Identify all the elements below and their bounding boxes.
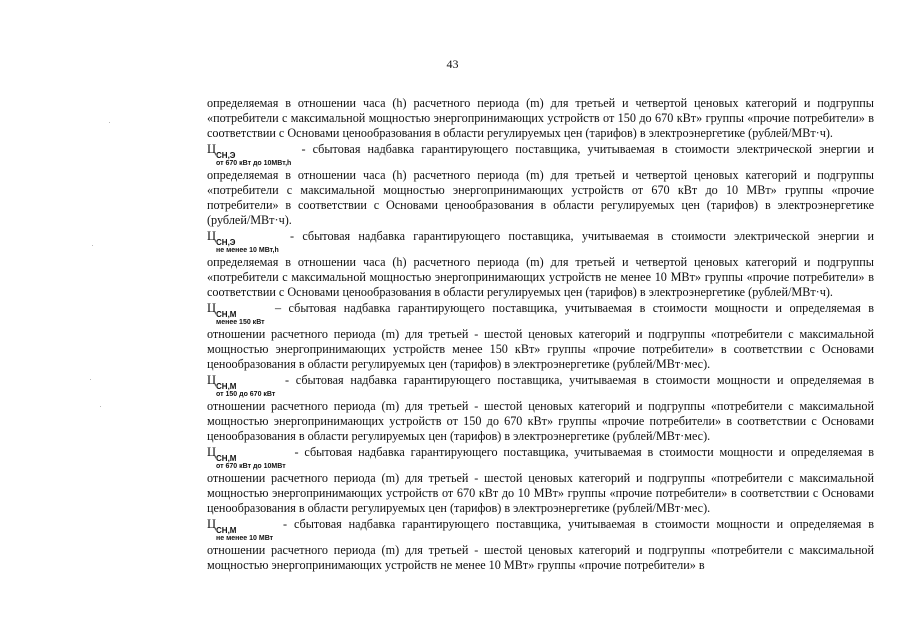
scan-speck [100,406,101,407]
formula-symbol [207,373,275,399]
symbol-superscript: СН,М [216,382,237,391]
symbol-superscript: СН,М [216,526,237,535]
symbol-subscript: от 670 кВт до 10МВт [216,463,286,470]
scan-speck [92,245,93,246]
paragraph-text: - сбытовая надбавка гарантирующего поставщика, учитываемая в стоимости мощности и определяемая в отношении расчетного периода (m) для третьей - шестой ценовых категорий и подгруппы «потребители с максимальной мощностью энергопринимающих устройств от 670 кВт до 10 МВт» группы «прочие потребители» в соответствии с Основами ценообразования в области регулируемых цен (тарифов) в электроэнергетике (рублей/МВт·мес). [207,445,875,515]
formula-symbol [207,445,286,471]
paragraph [207,142,874,228]
paragraph-text: - сбытовая надбавка гарантирующего поставщика, учитываемая в стоимости мощности и определяемая в отношении расчетного периода (m) для третьей - шестой ценовых категорий и подгруппы «потребители с максимальной мощностью энергопринимающих устройств не менее 10 МВт» группы «прочие потребители» в [207,517,875,572]
document-body [207,96,874,574]
paragraph [207,96,874,141]
symbol-base: Ц [207,373,217,387]
page-number: 43 [446,57,459,71]
paragraph-text: - сбытовая надбавка гарантирующего поставщика, учитываемая в стоимости мощности и определяемая в отношении расчетного периода (m) для третьей - шестой ценовых категорий и подгруппы «потребители с максимальной мощностью энергопринимающих устройств от 150 до 670 кВт» группы «прочие потребители» в соответствии с Основами ценообразования в области регулируемых цен (тарифов) в электроэнергетике (рублей/МВт·мес). [207,373,875,443]
symbol-superscript: СН,М [216,454,237,463]
formula-symbol [207,301,265,327]
formula-symbol [207,517,273,543]
symbol-subscript: от 670 кВт до 10МВт,h [216,160,292,167]
paragraph [207,517,874,573]
symbol-superscript: СН,Э [216,151,236,160]
paragraph-text: - сбытовая надбавка гарантирующего поставщика, учитываемая в стоимости электрической энергии и определяемая в отношении часа (h) расчетного периода (m) для третьей и четвертой ценовых категорий и подгруппы «потребители с максимальной мощностью энергопринимающих устройств от 670 кВт до 10 МВт» группы «прочие потребители» в соответствии с Основами ценообразования в области регулируемых цен (тарифов) в электроэнергетике (рублей/МВт·ч). [207,142,875,227]
scan-speck [90,379,91,380]
paragraph-text: определяемая в отношении часа (h) расчетного периода (m) для третьей и четвертой ценовых категорий и подгруппы «потребители с максимальной мощностью энергопринимающих устройств от 150 до 670 кВт» группы «прочие потребители» в соответствии с Основами ценообразования в области регулируемых цен (тарифов) в электроэнергетике (рублей/МВт·ч). [207,96,874,140]
scan-speck [109,122,110,123]
symbol-subscript: не менее 10 МВт [216,535,274,542]
symbol-superscript: СН,Э [216,238,236,247]
formula-symbol [207,142,291,168]
symbol-subscript: менее 150 кВт [216,319,265,326]
paragraph-text: - сбытовая надбавка гарантирующего поставщика, учитываемая в стоимости электрической энергии и определяемая в отношении часа (h) расчетного периода (m) для третьей и четвертой ценовых категорий и подгруппы «потребители с максимальной мощностью энергопринимающих устройств не менее 10 МВт» группы «прочие потребители» в соответствии с Основами ценообразования в области регулируемых цен (тарифов) в электроэнергетике (рублей/МВт·ч). [207,229,875,299]
symbol-base: Ц [207,517,217,531]
paragraph [207,301,874,372]
paragraph [207,445,874,516]
symbol-base: Ц [207,301,217,315]
symbol-base: Ц [207,142,217,156]
symbol-superscript: СН,М [216,310,237,319]
paragraph [207,373,874,444]
symbol-base: Ц [207,229,217,243]
symbol-base: Ц [207,445,217,459]
symbol-subscript: не менее 10 МВт,h [216,247,279,254]
formula-symbol [207,229,279,255]
paragraph-text: – сбытовая надбавка гарантирующего поставщика, учитываемая в стоимости мощности и определяемая в отношении расчетного периода (m) для третьей - шестой ценовых категорий и подгруппы «потребители с максимальной мощностью энергопринимающих устройств менее 150 кВт» группы «прочие потребители» в соответствии с Основами ценообразования в области регулируемых цен (тарифов) в электроэнергетике (рублей/МВт·мес). [207,301,875,371]
paragraph [207,229,874,300]
symbol-subscript: от 150 до 670 кВт [216,391,276,398]
